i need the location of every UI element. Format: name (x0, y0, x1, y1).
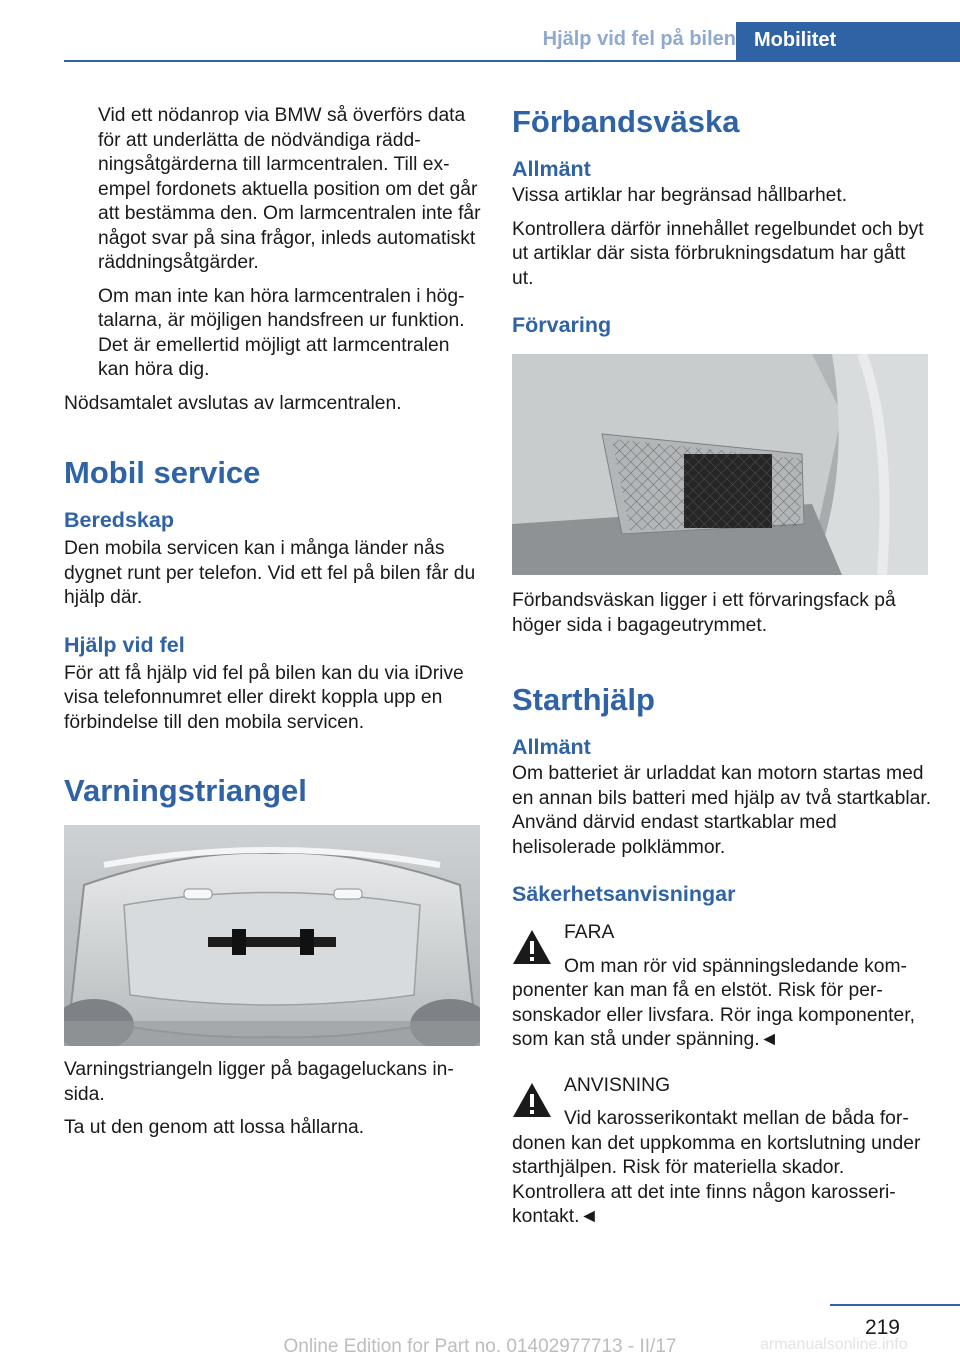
danger-text: Om man rör vid spänningsledande komponenter kan man få en elstöt. Risk för personskador eller livsfara. Rör inga komponenter, som kan stå under spänning.◄ (512, 955, 915, 1050)
warning-triangle-icon (512, 929, 552, 965)
notice-label: ANVISNING (564, 1074, 671, 1096)
general-text-1: Vissa artiklar har begränsad hållbarhet. (512, 185, 848, 206)
mobile-service-heading: Mobil service (64, 455, 261, 490)
danger-label: FARA (564, 922, 615, 943)
page-number: 219 (864, 1316, 900, 1339)
notice-text: Vid karosserikontakt mellan de båda fordonen kan det uppkomma en kortslutning under starthjälpen. Risk för materiella skador. Kontrollera att det inte finns någon karosserikontakt.◄ (512, 1108, 921, 1227)
speaker-paragraph: Om man inte kan höra larmcentralen i högtalarna, är möjligen handsfreen ur funktion. Det är emellertid möjligt att larmcentralen kan höra dig. (98, 285, 465, 380)
header-rule (64, 60, 960, 62)
emergency-call-paragraph: Vid ett nödanrop via BMW så överförs data för att underlätta de nödvändiga räddningsåtgärderna till larmcentralen. Till exempel fordonets aktuella position om det går att bestämma den. Om larmcentralen inte får något svar på sina frågor, inleds automatiskt räddningsåtgärder. (98, 105, 481, 273)
jump-start-general-text: Om batteriet är urladdat kan motorn startas med en annan bils batteri med hjälp av två startkablar. Använd därvid endast startkablar med helisolerade polklämmor. (512, 763, 932, 858)
first-aid-kit-heading: Förbandsväska (512, 104, 740, 139)
right-column (512, 100, 932, 1230)
storage-heading: Förvaring (512, 313, 612, 337)
call-end-paragraph: Nödsamtalet avslutas av larmcentralen. (64, 392, 402, 414)
left-column (64, 100, 482, 1141)
warning-triangle-caption: Varningstriangeln ligger på bagageluckans insida. (64, 1059, 454, 1105)
notice-block (512, 1074, 932, 1230)
jump-start-general-heading: Allmänt (512, 735, 591, 759)
warning-triangle-text: Ta ut den genom att lossa hållarna. (64, 1117, 365, 1138)
breakdown-help-heading: Hjälp vid fel (64, 632, 185, 657)
trunk-lid-photo (64, 825, 480, 1046)
breakdown-help-text: För att få hjälp vid fel på bilen kan du via iDrive visa telefonnumret eller direkt koppla upp en förbindelse till den mobila servicen. (64, 662, 464, 733)
readiness-text: Den mobila servicen kan i många länder nås dygnet runt per telefon. Vid ett fel på bilen får du hjälp där. (64, 538, 476, 608)
danger-notice (512, 921, 932, 1053)
safety-instructions-heading: Säkerhetsanvisningar (512, 882, 736, 906)
storage-caption: Förbandsväskan ligger i ett förvaringsfack på höger sida i bagageutrymmet. (512, 590, 896, 636)
warning-triangle-icon (512, 1082, 552, 1118)
header-chapter-label: Mobilitet (754, 29, 837, 51)
edition-footer: Online Edition for Part no. 01402977713 - II/17 (283, 1336, 677, 1357)
jump-start-heading: Starthjälp (512, 682, 655, 717)
watermark: armanualsonline.info (760, 1336, 908, 1353)
general-text-2: Kontrollera därför innehållet regelbundet och byt ut artiklar där sista förbrukningsdatum har gått ut. (512, 218, 924, 289)
luggage-compartment-photo (512, 354, 928, 575)
warning-triangle-heading: Varningstriangel (64, 773, 307, 808)
general-heading: Allmänt (512, 157, 591, 181)
footer-rule (830, 1304, 960, 1306)
header-section-title: Hjälp vid fel på bilen (542, 28, 736, 50)
header-chapter-tab (736, 22, 960, 62)
readiness-heading: Beredskap (64, 508, 174, 532)
